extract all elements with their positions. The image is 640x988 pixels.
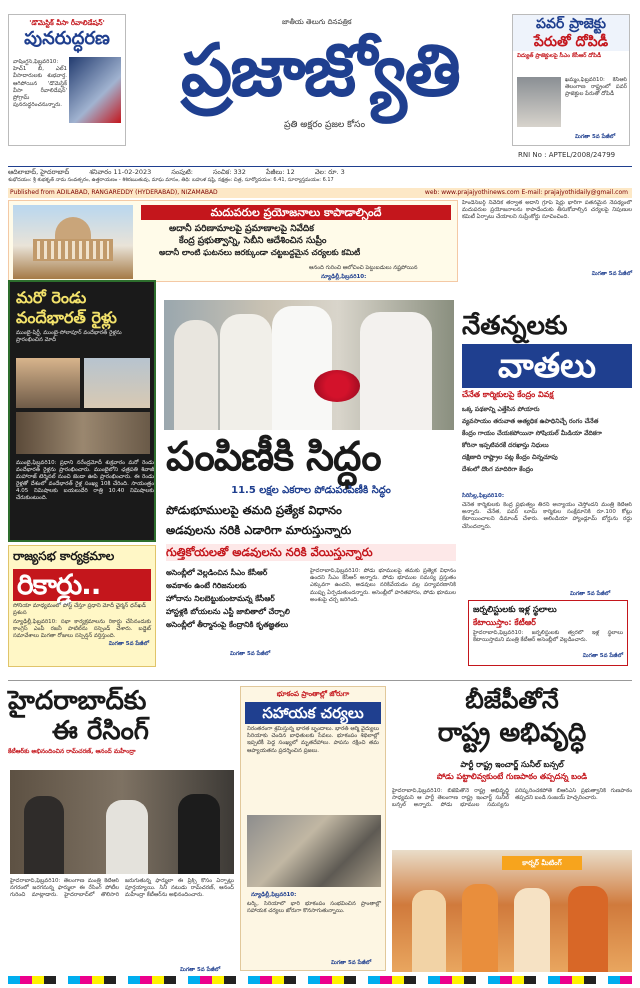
rajya-sabha-box[interactable] [8, 545, 156, 667]
issue-number: సంచిక: 332 [212, 168, 246, 176]
bouquet-image [314, 370, 360, 402]
panchangam-strip: శుభోదయం: శ్రీ శుభకృత్ నామ సంవత్సరం, ఉత్తరాయణం - శిశిరఋతువు, మాఘ మాసం, తిథి: బహుళ షష్ఠి, నక్షత్రం: చిత్ర, సూర్యోదయం: 6.41, సూర్యాస్తమయం: 6.17 [8, 177, 334, 183]
nethanna-bullet-1: ఒక్క పథకాన్ని ఎత్తేసిన పోయారు [462, 406, 540, 413]
racing-byline: మిగతా 5వ పేజీలో [180, 967, 221, 973]
dome-shape [55, 217, 91, 241]
right-ear-photo [517, 77, 561, 127]
right-ear-kicker: విద్యుత్ ప్రాజెక్టులపై సీఎం కేసీఆర్ దోపిడీ [517, 53, 602, 59]
journalists-box[interactable] [468, 600, 628, 666]
pillars-shape [37, 241, 109, 259]
left-ear-box[interactable] [8, 14, 126, 146]
crowd-person-4 [568, 886, 608, 972]
top-story-line-3: అదానీ లాంటి ఘటనలు జరక్కుండా చట్టబద్దమైన చర్యలకు కమిటీ [159, 248, 361, 257]
rajya-big-word: రికార్డు.. [13, 569, 151, 601]
quake-continued: మిగతా 5వ పేజీలో [331, 960, 372, 966]
supreme-court-story[interactable] [8, 200, 458, 282]
crowd-person-3 [514, 888, 550, 972]
journalists-title: జర్నలిస్టులకు ఇళ్ల స్థలాలు [473, 605, 557, 615]
racing-title-2: ఈ రేసింగ్ [52, 716, 149, 746]
vande-title-1: మరో రెండు [16, 288, 87, 307]
top-story-line-4: ఆనంది గురించి ఆలోచించి పెట్టుబడులు నష్టపోయిన [309, 265, 418, 271]
corner-meeting-banner: కార్నర్ మీటింగ్ [502, 856, 582, 870]
top-story-headline: మదుపరుల ప్రయోజనాలు కాపాడాల్సిందే [141, 205, 451, 220]
bjp-headline [392, 684, 632, 756]
lead-line-1: పోడుభూములపై తమది ప్రత్యేక విధానం [166, 503, 342, 517]
person-4 [360, 312, 432, 430]
lead-body: హైదరాబాద్,ఫిబ్రవరి10: పోడు భూములపై తమకు ప్రత్యేక విధానం ఉందని సీఎం కేసీఆర్ అన్నారు. పోడు భూముల సమస్య ప్రస్తుతం ఎక్కువగా ఉందని, అడవులు నరికివేయడం వల్ల పర్యావరణానికి ముప్పు ఏర్పడుతుందన్నారు. అసెంబ్లీలో హరితహారం, పోడు భూముల అంశంపై చర్చ జరిగింది. [310, 568, 456, 603]
supreme-court-image [13, 205, 133, 279]
nethanna-bullet-3: కేంద్రం గాయం చేయకపోయినా సోషియల్ మీడియా వేదికగా [462, 430, 602, 437]
person-1 [174, 320, 218, 430]
journalists-byline: మిగతా 5వ పేజీలో [582, 653, 623, 659]
rajya-byline: మిగతా 5వ పేజీలో [108, 641, 149, 647]
logo-area[interactable] [134, 8, 506, 136]
bjp-title-1: బీజేపీతోనే [465, 686, 559, 714]
left-ear-title: పునరుద్ధరణ [24, 28, 110, 49]
bjp-title-2: రాష్ట్ర అభివృద్ధి [437, 718, 587, 748]
tagline: జాతీయ తెలుగు దినపత్రిక [282, 18, 352, 26]
left-ear-text: వాషింగ్టన్,ఫిబ్రవరి10: హెచ్1 బీ, ఎల్1 వీసాదారులకు శుభవార్త. ఆగిపోయిన 'డొమెస్టిక్ వీసా రీవాలిడేషన్' ప్రోగ్రామ్ పునరుద్ధరించనున్నారు. [13, 59, 67, 109]
racing-photo [10, 770, 234, 874]
lead-bullet-1: అసెంబ్లీలో వెల్లడించిన సీఎం కేసీఆర్ [166, 568, 268, 577]
lead-line-3: గుత్తికోయలతో అడవులను నరికి వేయిస్తున్నారు [166, 544, 456, 561]
nethanna-sub: చేనేత కార్మికులపై కేంద్రం వివక్ష [462, 390, 554, 399]
lead-bullet-5: అసెంబ్లీలో తీర్మానంపై కేంద్రానికి కృతజ్ఞతలు [166, 620, 289, 629]
nethanna-title-1: నేతన్నలకు [462, 311, 568, 341]
nethanna-title-2: వాతలు [462, 344, 632, 388]
edition: ఆదిలాబాద్, హైదరాబాద్ [8, 168, 70, 176]
quake-byline: న్యూఢిల్లీ,ఫిబ్రవరి10: [251, 892, 297, 898]
issue-date: శనివారం 11-02-2023 [89, 168, 152, 176]
modi-photo [16, 358, 80, 408]
lead-subheadline: 11.5 లక్షల ఎకరాల పోడుపంపిణీకి సిద్ధం [231, 485, 391, 496]
publisher-strip [8, 188, 632, 198]
top-story-line-1: అదానీ పరిణామాలపై ప్రమాణాలపై నివేదిక [169, 224, 314, 234]
crowd-person-1 [412, 890, 446, 972]
nethanna-bullets [462, 404, 632, 490]
nethanna-bullet-4: కోరినా ఇప్పటివరకే దరఖాస్తు నిధులు [462, 442, 549, 449]
masthead [0, 0, 640, 163]
train-launch-photo [84, 358, 150, 408]
publisher-contact[interactable]: web: www.prajajyothinews.com E-mail: prajajyothidaily@gmail.com [424, 189, 628, 196]
dateline [8, 166, 632, 176]
top-story-continued: మిగతా 5వ పేజీలో [591, 271, 632, 277]
publisher-locations: Published from ADILABAD, RANGAREDDY (HYDERABAD), NIZAMABAD [10, 189, 218, 196]
volume: సంపుటి: [171, 168, 193, 176]
racing-headline [8, 686, 234, 766]
nethanna-bullet-5: దక్షిణాది రాష్ట్రాల పట్ల కేంద్రం చిన్నచూపు [462, 454, 558, 461]
logo-motto: ప్రతి అక్షరం ప్రజల కోసం [284, 120, 366, 130]
lead-bullet-3: హోదాను నిలబెట్టుకుంటామన్న కేసీఆర్ [166, 594, 275, 603]
person-center [106, 800, 148, 874]
left-ear-kicker: 'డొమెస్టిక్ వీసా రీవాలిడేషన్' [29, 19, 105, 27]
quake-title: సహాయక చర్యలు [245, 702, 381, 724]
lead-bullet-2: అవకాశం ఉంటే గిరిజనులకు [166, 581, 247, 590]
bjp-photo [392, 850, 632, 972]
visa-image [69, 57, 121, 123]
racing-sub: కేటీఆర్‌కు అభినందించిన రామ్‌చరణ్, ఆనంద్ మహీంద్రా [8, 748, 136, 755]
price: వెల: రూ. 3 [314, 168, 345, 176]
right-ear-box[interactable] [512, 14, 630, 146]
bjp-sub-2: పోడు పట్టాలివ్వకుంటే గుణపాఠం తప్పదన్న బండి [436, 772, 588, 781]
top-story-line-2: కేంద్ర ప్రభుత్వాన్ని, సెబీని ఆదేశించిన సుప్రీం [179, 236, 327, 246]
print-color-bar [8, 976, 632, 984]
person-right [178, 794, 220, 874]
journalists-text: హైదరాబాద్,ఫిబ్రవరి10: జర్నలిస్టులకు త్వరలో ఇళ్ల స్థలాలు కేటాయిస్తామని మంత్రి కేటీఆర్ అసెంబ్లీలో వెల్లడించారు. [473, 630, 623, 644]
right-ear-text: ఖమ్మం,ఫిబ్రవరి10: కేసీఆర్ తెలంగాణ రాష్ట్రంలో పవర్ ప్రాజెక్టుల పేరుతో దోపిడీ [565, 77, 627, 98]
vande-bharat-box[interactable] [8, 280, 156, 542]
person-left [24, 796, 64, 874]
bjp-text: హైదరాబాద్,ఫిబ్రవరి10: బీజేపీతోనే రాష్ట్ర అభివృద్ధి సాధ్యమని ఆ పార్టీ తెలంగాణ రాష్ట్ర ఇంచార్జ్ సునీల్ బన్సల్ అన్నారు. పోడు భూముల సమస్యను పరిష్కరించకపోతే బీఆర్ఎస్ ప్రభుత్వానికి గుణపాఠం తప్పదని బండి సంజయ్ హెచ్చరించారు. [392, 788, 632, 809]
top-story-byline: న్యూఢిల్లీ,ఫిబ్రవరి10: [321, 274, 367, 280]
page-count: పేజీలు: 12 [265, 168, 295, 176]
earthquake-box[interactable] [240, 686, 386, 971]
lead-byline: మిగతా 5వ పేజీలో [230, 651, 271, 657]
lead-photo [164, 300, 454, 430]
nethanna-body: చేనేత కార్మికులకు కేంద్ర ప్రభుత్వం తీరని అన్యాయం చేస్తోందని మంత్రి కేటీఆర్ అన్నారు. చేనేత, పవర్ లూమ్ కార్మికుల సంక్షేమానికి రూ.100 కోట్లు కేటాయించాలని డిమాండ్ చేశారు. ఆలిండియా హ్యాండ్లూమ్ బోర్డును రద్దు చేసిందన్నారు. [462, 502, 632, 530]
rajya-text: న్యూఢిల్లీ,ఫిబ్రవరి10: సభా కార్యక్రమాలను రికార్డు చేసినందుకు కాంగ్రెస్ ఎంపీ రజనీ పాటిల్‌ను సస్పెండ్ చేశారు. బడ్జెట్ సమావేశాలు మిగతా రోజులు సస్పెన్షన్ వర్తిస్తుంది. [13, 619, 151, 639]
vande-subtitle: ముంబై-షిర్డీ, ముంబై-సోలాపూర్ వందేభారత్ రైళ్లను ప్రారంభించిన మోదీ [16, 330, 122, 343]
lead-headline: పంపిణీకి సిద్ధం [166, 434, 381, 480]
right-ear-title-2: పేరుతో దోపిడీ [513, 33, 629, 51]
vande-title-2: వందేభారత్ రైళ్లు [16, 308, 117, 327]
crowd-person-2 [462, 884, 498, 972]
lead-line-2: అడవులను నరికి ఎడారిగా మారుస్తున్నారు [166, 523, 352, 537]
section-divider [8, 680, 632, 681]
event-photo [16, 412, 150, 454]
right-ear-title-1: పవర్ ప్రాజెక్టు [513, 15, 629, 33]
nethanna-bullet-6: దేశంలో దొంగ మాదిరిగా కేంద్రం [462, 466, 534, 473]
racing-title-1: హైదరాబాద్‌కు [8, 686, 147, 716]
racing-text: హైదరాబాద్,ఫిబ్రవరి10: తెలంగాణ మంత్రి కేటీఆర్ నగరంలో జరగనున్న ఫార్ములా ఈ రేసింగ్ పోటీల గురించి మాట్లాడారు. హైదరాబాద్‌లో తొలిసారి జరుగుతున్న ఫార్ములా ఈ ప్రిక్స్ కోసం ఏర్పాట్లు పూర్తయ్యాయి. సినీ నటుడు రామ్‌చరణ్, ఆనంద్ మహీంద్రా కేటీఆర్‌ను అభినందించారు. [10, 878, 234, 899]
top-story-continuation [462, 200, 632, 280]
lead-bullets [166, 566, 306, 646]
person-3 [272, 306, 332, 430]
quake-kicker: భూకంప ప్రాంతాల్లో జోరుగా [276, 690, 350, 698]
quake-body: టర్కీ, సిరియాలో భారీ భూకంపం సంభవించిన ప్రాంతాల్లో సహాయక చర్యలు జోరుగా కొనసాగుతున్నాయి. [247, 901, 381, 915]
bjp-sub-1: పార్టీ రాష్ట్ర ఇంచార్జ్ సునీల్ బన్సల్ [460, 760, 564, 769]
rni-number: RNI No : APTEL/2008/24799 [518, 151, 616, 159]
rajya-subtitle: సోనియా మాధ్యమంలో పోస్ట్ చేస్తూ ప్రధాని మోదీ ఛైర్మన్ ధన్‌ఖడ్ ప్రశంస [13, 603, 146, 616]
top-story-right-text: హిండెన్‌బర్గ్ నివేదిక తర్వాత అదానీ గ్రూప్ షేర్లు భారీగా పతనమైన నేపథ్యంలో మదుపరుల ప్రయోజనాలను కాపాడేందుకు తీసుకోవాల్సిన చర్యలపై నిపుణుల కమిటీ ఏర్పాటు చేయాలని సుప్రీంకోర్టు సూచించింది. [462, 200, 632, 221]
nethanna-continued: మిగతా 5వ పేజీలో [570, 591, 611, 597]
quake-text: నిరంతరంగా శ్రమిస్తున్న భారత బృందాలు. భారత్ ఆర్మీ వైద్యులు సిరియాకు చెందిన బాధితులకు సేవలు. భూకంపం శిథిలాల్లో ఇప్పటికీ పెద్ద సంఖ్యలో మృతదేహాలు. పాపను రక్షించి తమ ఆప్యాయతను ప్రదర్శించిన ప్రజలు. [247, 726, 379, 754]
journalists-sub: కేటాయిస్తాం: కేటీఆర్ [473, 618, 536, 627]
person-2 [220, 314, 272, 430]
rescue-photo [247, 815, 381, 887]
nethanna-byline: సిరిసిల్ల,ఫిబ్రవరి10: [462, 493, 505, 499]
vande-text: ముంబై,ఫిబ్రవరి10: ప్రధాని నరేంద్రమోదీ శుక్రవారం మరో రెండు వందేభారత్ రైళ్లను ప్రారంభించారు. ముంబైలోని ఛత్రపతి శివాజీ మహారాజ్ టెర్మినల్ నుంచి జెండా ఊపి ప్రారంభించారు. ఈ రెండు రైళ్లతో దేశంలో వందేభారత్ రైళ్ల సంఖ్య 10కి చేరింది. సాయంత్రం 4.05 నిమిషాలకు బయలుదేరి రాత్రి 10.40 నిమిషాలకు చేరుకుంటుంది. [16, 460, 154, 501]
nethanna-bullet-2: వ్యవసాయం తరువాత అత్యధిక ఉపాధినిచ్చే రంగం చేనేత [462, 418, 599, 425]
lead-bullet-4: హాస్టళ్లకి బోయలను ఎస్టీ జాబితాలో చేర్చాలి [166, 607, 290, 616]
rajya-title: రాజ్యసభ కార్యక్రమాల [13, 549, 115, 563]
newspaper-logo: ప్రజాజ్యోతి [181, 27, 459, 112]
right-ear-byline: మిగతా 5వ పేజీలో [575, 134, 616, 140]
